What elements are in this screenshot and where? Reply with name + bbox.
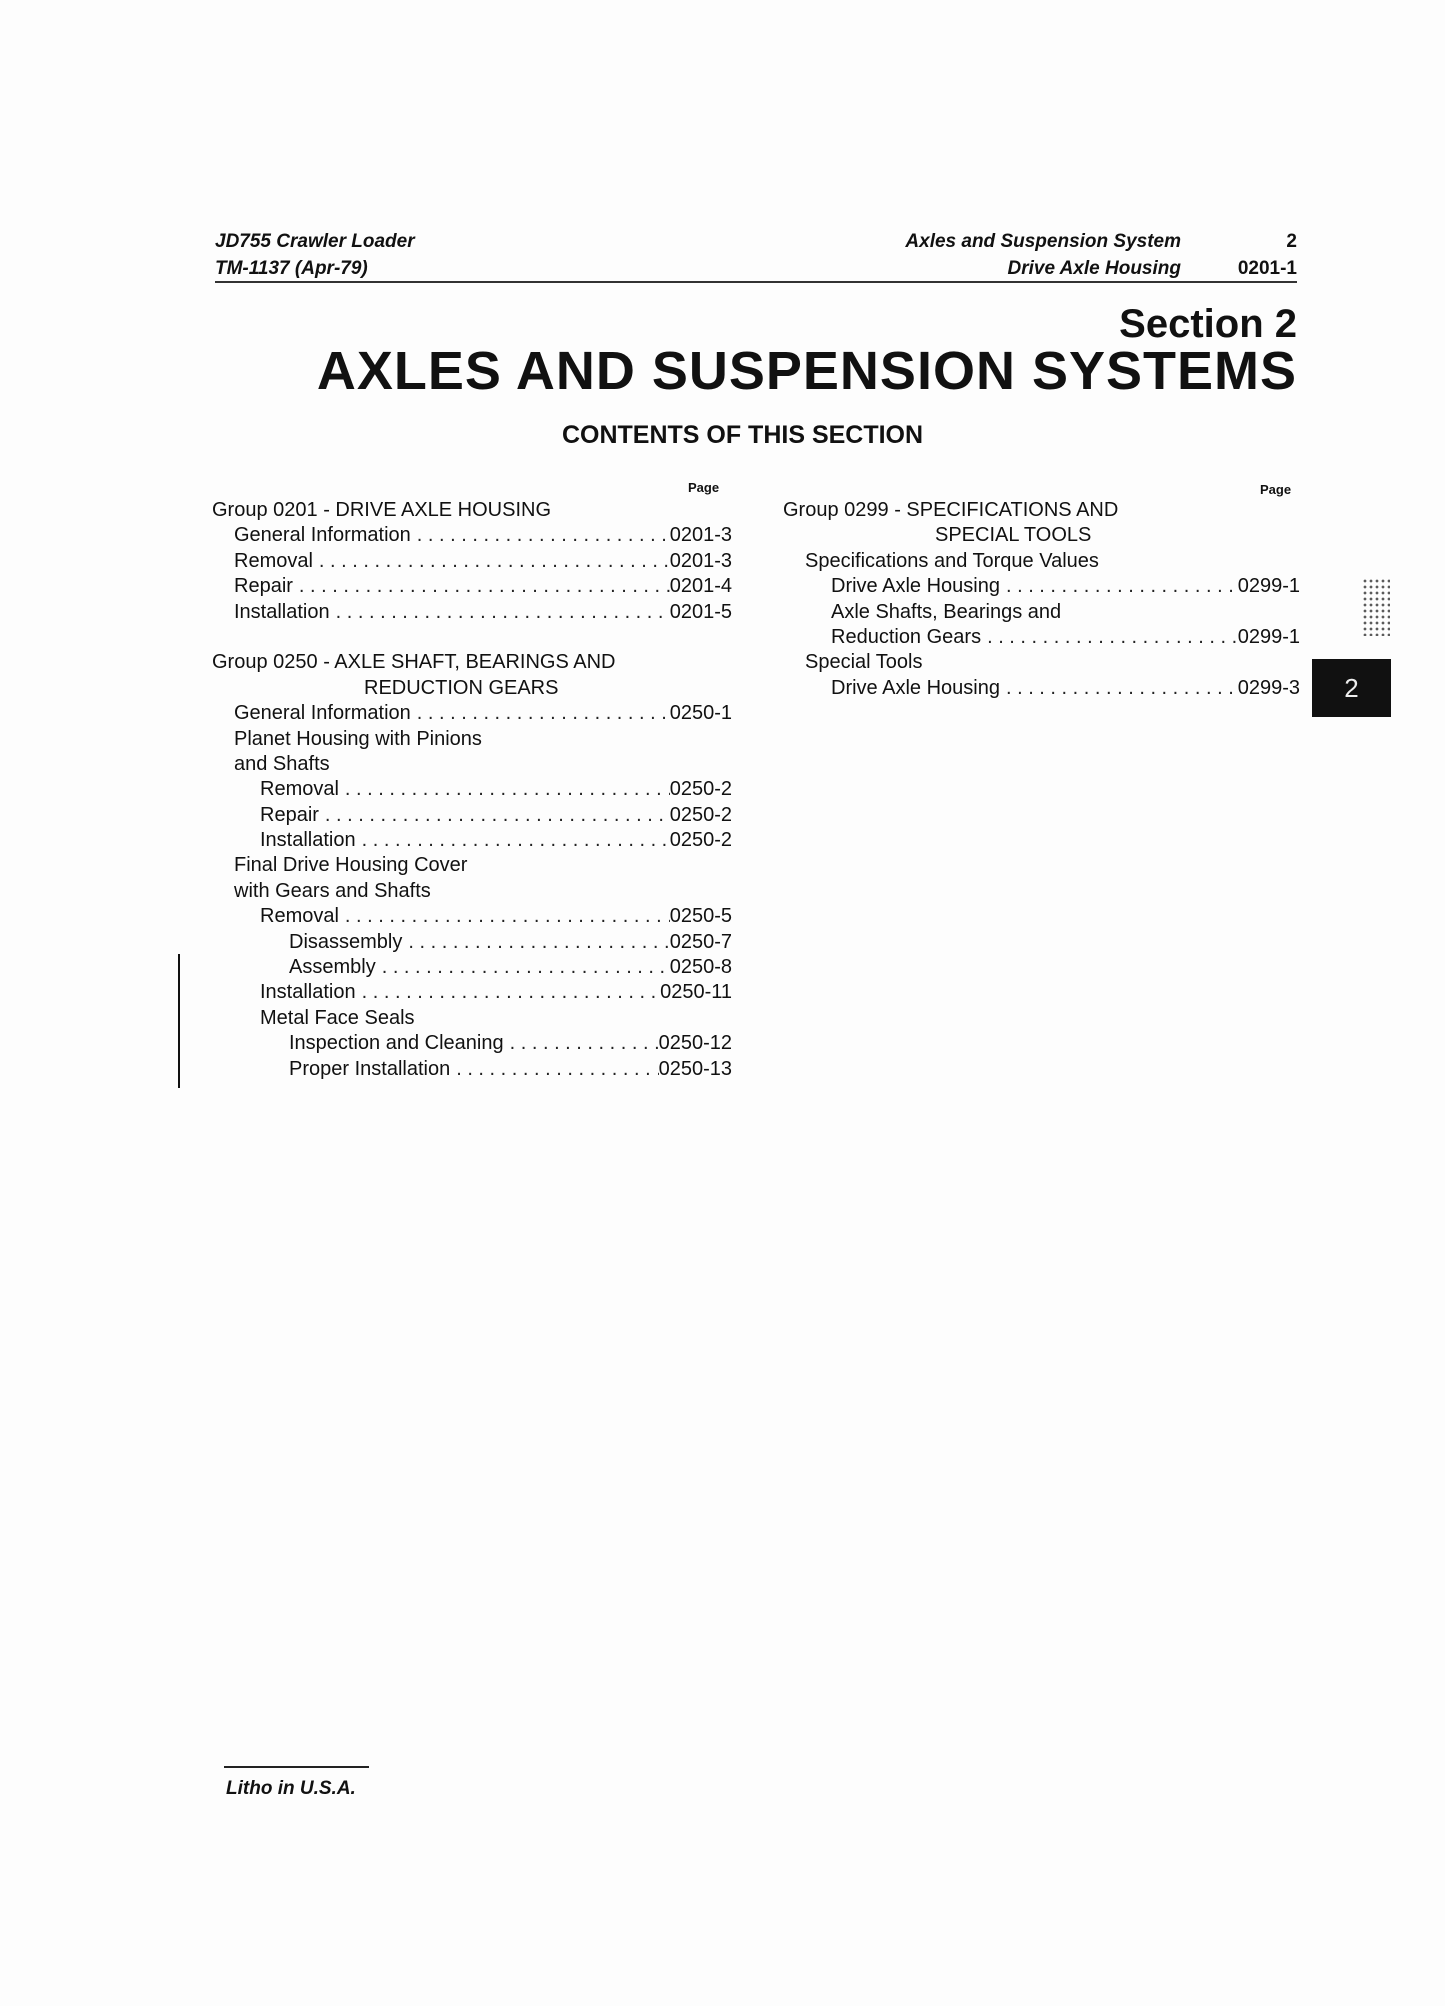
- toc-entry-title: Group 0201 - DRIVE AXLE HOUSING: [212, 499, 552, 521]
- toc-entry-page: 0201-5: [669, 600, 732, 623]
- dot-leader: [376, 955, 670, 980]
- toc-entry-title: Planet Housing with Pinions: [234, 727, 482, 750]
- toc-entry-page: 0299-1: [1237, 625, 1300, 648]
- toc-entry-title: Installation: [260, 981, 356, 1004]
- toc-group-heading: [783, 498, 1300, 523]
- toc-entry-page: 0201-4: [669, 575, 732, 598]
- dot-leader: [411, 523, 670, 548]
- toc-entry: [212, 600, 732, 625]
- toc-entry-page: 0250-5: [669, 905, 732, 928]
- toc-entry: [212, 853, 732, 878]
- toc-entry: [212, 980, 732, 1005]
- toc-entry: [212, 1057, 732, 1082]
- dot-leader: [402, 930, 669, 955]
- toc-entry-title: Removal: [234, 549, 313, 572]
- toc-entry-page: 0250-11: [660, 981, 732, 1004]
- toc-entry-page: 0250-1: [669, 702, 732, 725]
- toc-entry-title: Specifications and Torque Values: [805, 549, 1099, 572]
- toc-entry: [783, 523, 1300, 548]
- toc-entry-page: 0201-3: [669, 549, 732, 572]
- toc-entry-page: 0250-8: [669, 956, 732, 979]
- manual-number: TM-1137 (Apr-79): [215, 258, 368, 279]
- page-id: [1238, 228, 1297, 282]
- toc-entry: [212, 930, 732, 955]
- toc-entry-title: REDUCTION GEARS: [364, 676, 559, 699]
- dot-leader: [293, 574, 670, 599]
- toc-entry-title: Proper Installation: [289, 1057, 451, 1080]
- toc-entry: [212, 701, 732, 726]
- toc-entry-title: SPECIAL TOOLS: [935, 524, 1092, 547]
- dot-leader: [981, 625, 1238, 650]
- toc-entry-title: Final Drive Housing Cover: [234, 854, 468, 877]
- dot-leader: [356, 980, 660, 1005]
- toc-entry-title: Removal: [260, 905, 339, 928]
- revision-bar: [178, 954, 180, 1088]
- dot-leader: [504, 1031, 659, 1056]
- toc-entry-title: Removal: [260, 778, 339, 801]
- page-number: 0201-1: [1237, 258, 1297, 279]
- toc-entry: [212, 549, 732, 574]
- section-tab: 2: [1312, 659, 1391, 717]
- toc-entry: [212, 828, 732, 853]
- dot-leader: [339, 904, 670, 929]
- toc-entry-page: 0250-2: [669, 778, 732, 801]
- toc-entry-page: 0299-1: [1237, 575, 1300, 598]
- toc-entry-page: 0250-7: [669, 930, 732, 953]
- toc-entry-title: with Gears and Shafts: [234, 879, 431, 902]
- dot-leader: [319, 803, 670, 828]
- toc-entry-title: Axle Shafts, Bearings and: [831, 600, 1062, 623]
- section-name: Axles and Suspension System: [905, 231, 1181, 252]
- toc-entry: [212, 777, 732, 802]
- footer-text: Litho in U.S.A.: [226, 1778, 356, 1799]
- header-rule: [215, 281, 1297, 283]
- toc-entry: [212, 523, 732, 548]
- toc-entry-page: 0250-2: [669, 829, 732, 852]
- toc-entry-title: Reduction Gears: [831, 625, 982, 648]
- toc-left-column: [212, 498, 732, 1082]
- toc-entry: [212, 904, 732, 929]
- toc-entry: [783, 650, 1300, 675]
- toc-entry: [212, 625, 732, 650]
- contents-heading: CONTENTS OF THIS SECTION: [561, 421, 924, 449]
- toc-entry: [212, 676, 732, 701]
- dot-leader: [1000, 676, 1238, 701]
- toc-entry-title: Drive Axle Housing: [831, 575, 1000, 598]
- toc-entry-title: Group 0299 - SPECIFICATIONS AND: [783, 499, 1119, 521]
- toc-entry-title: Disassembly: [289, 930, 403, 953]
- toc-entry-title: Metal Face Seals: [260, 1006, 415, 1029]
- dot-leader: [339, 777, 670, 802]
- toc-entry-title: Inspection and Cleaning: [289, 1032, 504, 1055]
- toc-group-heading: [212, 498, 732, 523]
- page-column-label-left: Page: [688, 480, 720, 495]
- dot-leader: [1000, 574, 1238, 599]
- toc-entry: [212, 727, 732, 752]
- toc-entry-title: Group 0250 - AXLE SHAFT, BEARINGS AND: [212, 651, 616, 674]
- toc-entry-title: General Information: [234, 702, 411, 725]
- toc-entry: [212, 955, 732, 980]
- group-name: Drive Axle Housing: [1007, 258, 1181, 279]
- toc-entry-page: 0250-2: [669, 803, 732, 826]
- toc-group-heading: [212, 650, 732, 675]
- toc-entry-page: 0201-3: [669, 524, 732, 547]
- toc-entry: [783, 676, 1300, 701]
- page-column-label-right: Page: [1260, 482, 1292, 497]
- page-title: AXLES AND SUSPENSION SYSTEMS: [316, 341, 1297, 401]
- toc-entry-title: General Information: [234, 524, 411, 547]
- toc-entry: [783, 549, 1300, 574]
- dot-leader: [356, 828, 670, 853]
- footer-rule: [224, 1766, 369, 1768]
- toc-entry: [783, 625, 1300, 650]
- toc-entry-page: 0250-13: [658, 1057, 732, 1080]
- machine-model: JD755 Crawler Loader: [215, 231, 415, 252]
- running-header: [905, 228, 1181, 282]
- toc-entry-title: Special Tools: [805, 651, 923, 674]
- toc-entry-title: Assembly: [289, 956, 376, 979]
- section-number: 2: [1286, 231, 1297, 252]
- toc-entry-page: 0299-3: [1237, 676, 1300, 699]
- dot-leader: [313, 549, 670, 574]
- toc-entry-title: and Shafts: [234, 752, 330, 775]
- toc-entry-page: 0250-12: [658, 1032, 732, 1055]
- toc-entry: [783, 574, 1300, 599]
- toc-entry: [783, 600, 1300, 625]
- toc-entry: [212, 1006, 732, 1031]
- section-label: Section 2: [1119, 302, 1297, 346]
- toc-right-column: [783, 498, 1300, 701]
- toc-entry: [212, 803, 732, 828]
- toc-entry-title: Repair: [234, 575, 293, 598]
- halftone-mark: [1362, 578, 1390, 636]
- toc-entry-title: Installation: [260, 829, 356, 852]
- toc-entry: [212, 1031, 732, 1056]
- toc-entry: [212, 879, 732, 904]
- dot-leader: [330, 600, 670, 625]
- manual-header: [215, 228, 415, 282]
- toc-entry: [212, 574, 732, 599]
- toc-entry-title: Drive Axle Housing: [831, 676, 1000, 699]
- dot-leader: [450, 1057, 658, 1082]
- toc-entry-title: Installation: [234, 600, 330, 623]
- dot-leader: [411, 701, 670, 726]
- toc-entry-title: Repair: [260, 803, 319, 826]
- toc-entry: [212, 752, 732, 777]
